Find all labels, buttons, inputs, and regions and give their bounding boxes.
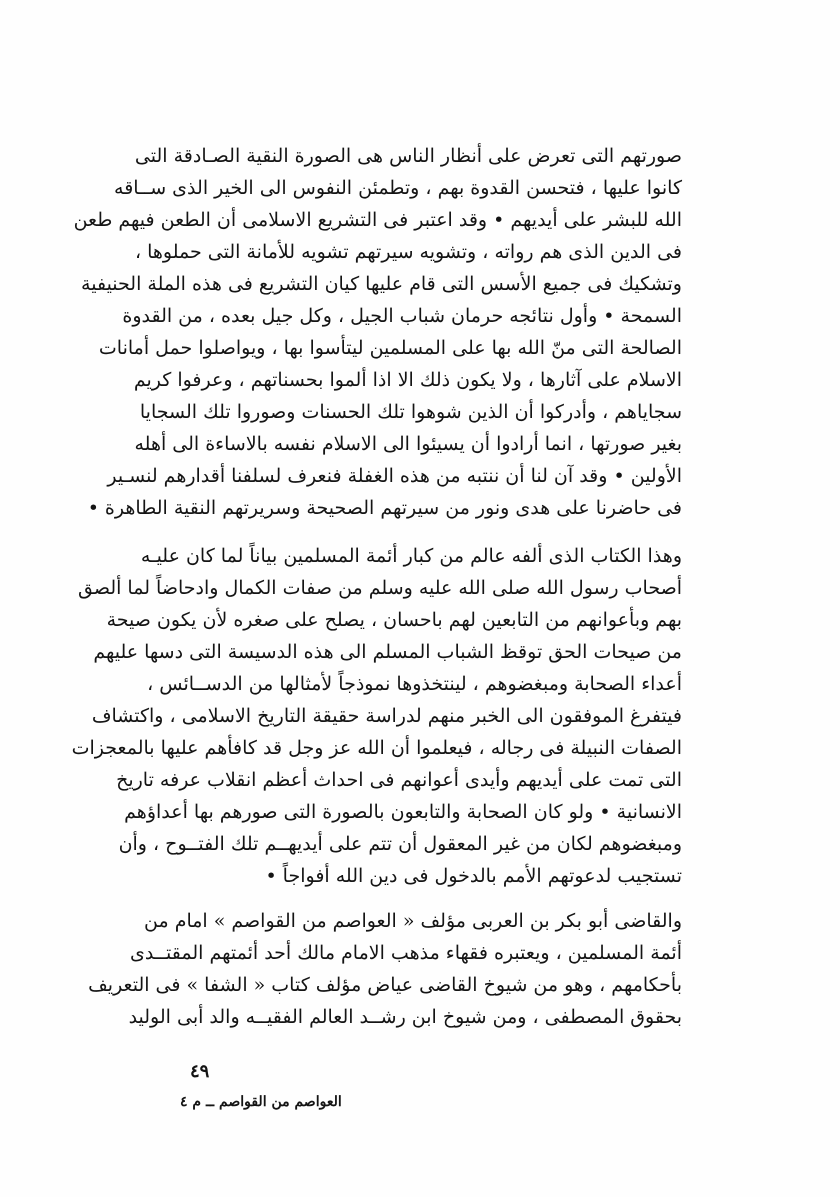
text-line: وتشكيك فى جميع الأسس التى قام عليها كيان التشريع فى هذه الملة الحنيفية xyxy=(81,273,682,295)
text-line: والقاضى أبو بكر بن العربى مؤلف « العواصم من القواصم » امام من xyxy=(144,910,682,932)
text-line: أئمة المسلمين ، ويعتبره فقهاء مذهب الامام مالك أحد أئمتهم المقتــدى xyxy=(130,942,682,964)
text-line: الأولين • وقد آن لنا أن ننتبه من هذه الغفلة فنعرف لسلفنا أقدارهم لنسـير xyxy=(107,465,682,487)
text-line: فيتفرغ الموفقون الى الخبر منهم لدراسة حقيقة التاريخ الاسلامى ، واكتشاف xyxy=(91,705,682,727)
text-line: فى حاضرنا على هدى ونور من سيرتهم الصحيحة وسريرتهم النقية الطاهرة • xyxy=(87,497,682,519)
text-line: الله للبشر على أيديهم • وقد اعتبر فى التشريع الاسلامى أن الطعن فيهم طعن xyxy=(73,209,682,231)
paragraph-2 xyxy=(71,540,682,892)
text-line: بهم وبأعوانهم من التابعين لهم باحسان ، يصلح على صغره لأن يكون صيحة xyxy=(106,609,682,631)
text-line: بغير صورتها ، انما أرادوا أن يسيئوا الى الاسلام نفسه بالاساءة الى أهله xyxy=(134,433,682,455)
text-line: الانسانية • ولو كان الصحابة والتابعون بالصورة التى صورهم بها أعداؤهم xyxy=(124,801,682,823)
page-number: ٤٩ xyxy=(190,1061,210,1082)
text-line: أصحاب رسول الله صلى الله عليه وسلم من صفات الكمال وادحاضاً لما ألصق xyxy=(78,577,682,599)
text-line: بحقوق المصطفى ، ومن شيوخ ابن رشــد العالم الفقيــه والد أبى الوليد xyxy=(128,1006,682,1028)
text-line: بأحكامهم ، وهو من شيوخ القاضى عياض مؤلف كتاب « الشفا » فى التعريف xyxy=(88,974,682,996)
paragraph-3 xyxy=(88,905,682,1033)
text-line: الصفات النبيلة فى رجاله ، فيعلموا أن الله عز وجل قد كافأهم عليها بالمعجزات xyxy=(71,737,682,759)
text-line: السمحة • وأول نتائجه حرمان شباب الجيل ، وكل جيل بعده ، من القدوة xyxy=(122,305,682,327)
text-line: صورتهم التى تعرض على أنظار الناس هى الصورة النقية الصـادقة التى xyxy=(134,145,682,167)
running-footer: العواصم من القواصم ــ م ٤ xyxy=(180,1094,342,1110)
paragraph-1 xyxy=(73,140,682,524)
text-line: كانوا عليها ، فتحسن القدوة بهم ، وتطمئن النفوس الى الخير الذى ســاقه xyxy=(114,177,682,199)
text-line: الصالحة التى منّ الله بها على المسلمين ليتأسوا بها ، ويواصلوا حمل أمانات xyxy=(98,337,682,359)
text-line: الاسلام على آثارها ، ولا يكون ذلك الا اذا ألموا بحسناتهم ، وعرفوا كريم xyxy=(133,369,682,391)
text-line: ومبغضوهم لكان من غير المعقول أن تتم على أيديهــم تلك الفتــوح ، وأن xyxy=(118,833,682,855)
text-line: التى تمت على أيديهم وأيدى أعوانهم فى احداث أعظم انقلاب عرفه تاريخ xyxy=(116,769,682,791)
text-line: فى الدين الذى هم رواته ، وتشويه سيرتهم تشويه للأمانة التى حملوها ، xyxy=(134,241,682,263)
text-line: من صيحات الحق توقظ الشباب المسلم الى هذه الدسيسة التى دسها عليهم xyxy=(93,641,682,663)
text-line: أعداء الصحابة ومبغضوهم ، لينتخذوها نموذجاً لأمثالها من الدســائس ، xyxy=(147,673,682,695)
text-line: تستجيب لدعوتهم الأمم بالدخول فى دين الله أفواجاً • xyxy=(265,865,682,887)
text-line: سجاياهم ، وأدركوا أن الذين شوهوا تلك الحسنات وصوروا تلك السجايا xyxy=(139,401,682,423)
text-line: وهذا الكتاب الذى ألفه عالم من كبار أئمة المسلمين بياناً لما كان عليـه xyxy=(140,545,682,567)
